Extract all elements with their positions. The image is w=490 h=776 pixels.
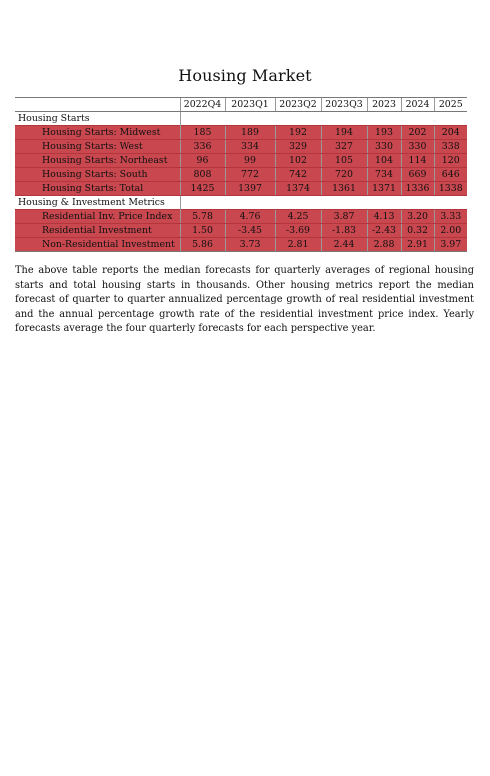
table-cell: 2.44: [321, 238, 367, 252]
table-row: [15, 126, 467, 140]
table-cell: 338: [434, 140, 467, 154]
table-cell: 102: [275, 154, 321, 168]
table-cell: 336: [180, 140, 225, 154]
row-label: Residential Inv. Price Index: [15, 210, 180, 224]
table-cell: 5.86: [180, 238, 225, 252]
table-cell: 742: [275, 168, 321, 182]
table-cell: 104: [367, 154, 401, 168]
row-label: Housing Starts: Midwest: [15, 126, 180, 140]
row-label: Housing Starts: Total: [15, 182, 180, 196]
table-cell: 2.00: [434, 224, 467, 238]
table-cell: 3.20: [401, 210, 434, 224]
table-cell: 5.78: [180, 210, 225, 224]
table-cell: 720: [321, 168, 367, 182]
column-header: 2025: [434, 98, 467, 112]
table-row: [15, 238, 467, 252]
table-cell: 4.76: [225, 210, 275, 224]
table-cell: 114: [401, 154, 434, 168]
table-cell: -2.43: [367, 224, 401, 238]
page-title: Housing Market: [178, 66, 312, 85]
section-blank: [180, 112, 467, 126]
table-cell: 772: [225, 168, 275, 182]
table-cell: 329: [275, 140, 321, 154]
table-caption: The above table reports the median forecasts for quarterly averages of regional housing starts and total housing starts in thousands. Other housing metrics report the median forecast of quarter to quarter annualized percentage growth of real residential investment and the annual percentage growth rate of the residential investment price index. Yearly forecasts average the four quarterly forecasts for each perspective year.: [15, 265, 474, 335]
table-cell: 96: [180, 154, 225, 168]
section-label: Housing Starts: [15, 112, 180, 126]
table-row: [15, 140, 467, 154]
table-cell: 1361: [321, 182, 367, 196]
table-cell: 330: [401, 140, 434, 154]
table-cell: 1371: [367, 182, 401, 196]
table-row: [15, 154, 467, 168]
column-header: 2022Q4: [180, 98, 225, 112]
column-header: 2024: [401, 98, 434, 112]
column-header: 2023: [367, 98, 401, 112]
table-cell: 3.73: [225, 238, 275, 252]
table-cell: 1425: [180, 182, 225, 196]
table-row: [15, 210, 467, 224]
header-row: [15, 98, 467, 112]
table-cell: 194: [321, 126, 367, 140]
table-cell: 185: [180, 126, 225, 140]
row-label: Residential Investment: [15, 224, 180, 238]
row-label: Housing Starts: South: [15, 168, 180, 182]
table-cell: 1397: [225, 182, 275, 196]
table-body: [15, 112, 467, 252]
table-cell: 669: [401, 168, 434, 182]
table-cell: 808: [180, 168, 225, 182]
column-header: 2023Q2: [275, 98, 321, 112]
table-cell: 330: [367, 140, 401, 154]
table-cell: -1.83: [321, 224, 367, 238]
table-row: [15, 224, 467, 238]
table-cell: 3.33: [434, 210, 467, 224]
table-cell: 0.32: [401, 224, 434, 238]
row-label: Housing Starts: Northeast: [15, 154, 180, 168]
table-cell: 327: [321, 140, 367, 154]
table-cell: 334: [225, 140, 275, 154]
table-cell: 1.50: [180, 224, 225, 238]
table-cell: 3.97: [434, 238, 467, 252]
section-blank: [180, 196, 467, 210]
table-cell: 1336: [401, 182, 434, 196]
table-cell: 646: [434, 168, 467, 182]
table-cell: 189: [225, 126, 275, 140]
table-cell: 204: [434, 126, 467, 140]
table-cell: -3.69: [275, 224, 321, 238]
table-cell: 105: [321, 154, 367, 168]
table-cell: 2.88: [367, 238, 401, 252]
table-cell: 4.25: [275, 210, 321, 224]
row-label: Housing Starts: West: [15, 140, 180, 154]
table-cell: 202: [401, 126, 434, 140]
table-cell: 734: [367, 168, 401, 182]
table-cell: 99: [225, 154, 275, 168]
table-cell: 1338: [434, 182, 467, 196]
table-cell: 2.91: [401, 238, 434, 252]
column-header: 2023Q3: [321, 98, 367, 112]
column-header: 2023Q1: [225, 98, 275, 112]
section-header-row: [15, 112, 467, 126]
table-cell: 1374: [275, 182, 321, 196]
table-cell: 192: [275, 126, 321, 140]
table-cell: 193: [367, 126, 401, 140]
row-label: Non-Residential Investment: [15, 238, 180, 252]
section-label: Housing & Investment Metrics: [15, 196, 180, 210]
table-cell: -3.45: [225, 224, 275, 238]
header-corner: [15, 98, 180, 112]
section-header-row: [15, 196, 467, 210]
table-cell: 4.13: [367, 210, 401, 224]
table-cell: 2.81: [275, 238, 321, 252]
table-header: [15, 98, 467, 112]
table-cell: 120: [434, 154, 467, 168]
housing-market-table: [15, 97, 467, 252]
table-row: [15, 168, 467, 182]
table-row: [15, 182, 467, 196]
table-cell: 3.87: [321, 210, 367, 224]
